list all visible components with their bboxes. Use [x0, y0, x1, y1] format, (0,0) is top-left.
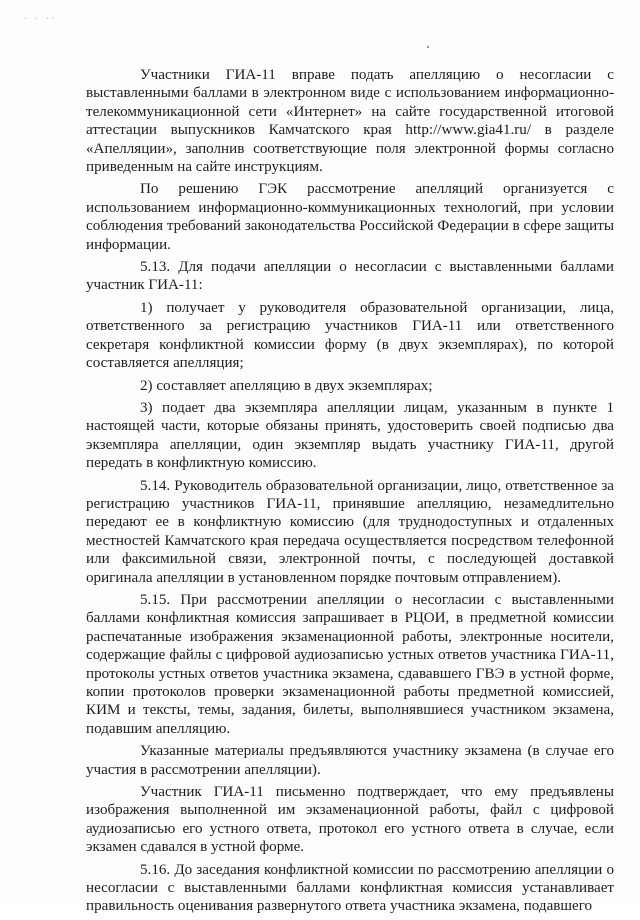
scan-artifact-marks: · · ·· [24, 14, 58, 23]
scan-artifact-dot [427, 46, 429, 48]
paragraph-gek-decision: По решению ГЭК рассмотрение апелляций организуется с использованием информационно-коммуникационных технологий, при условии соблюдения требований законодательства Российской Федерации в сфере защиты информации. [86, 181, 614, 253]
paragraph-participant-confirms: Участник ГИА-11 письменно подтверждает, что ему предъявлены изображения выполненной им экзаменационной работы, файл с цифровой аудиозаписью его устного ответа, протокол его устного ответа в случае, если экзамен сдавался в устной форме. [86, 784, 614, 856]
paragraph-materials-shown: Указанные материалы предъявляются участнику экзамена (в случае его участия в рассмотрении апелляции). [86, 743, 614, 778]
paragraph-online-appeal: Участники ГИА-11 вправе подать апелляцию о несогласии с выставленными баллами в электронном виде с использованием информационно-телекоммуникационной сети «Интернет» на сайте государственной итоговой аттестации выпускников Камчатского края http://www.gia41.ru/ в разделе «Апелляции», заполнив соответствующие поля электронной формы согласно приведенным на сайте инструкциям. [86, 67, 614, 176]
paragraph-5-15: 5.15. При рассмотрении апелляции о несогласии с выставленными баллами конфликтная комиссия запрашивает в РЦОИ, в предметной комиссии распечатанные изображения экзаменационной работы, электронные носители, содержащие файлы с цифровой аудиозаписью устных ответов участника ГИА-11, протоколы устных ответов участника экзамена, сдававшего ГВЭ в устной форме, копии протоколов проверки экзаменационной работы предметной комиссией, КИМ и тексты, темы, задания, билеты, выполнявшиеся участником экзамена, подавшим апелляцию. [86, 591, 614, 737]
paragraph-5-16: 5.16. До заседания конфликтной комиссии по рассмотрению апелляции о несогласии с выставленными баллами конфликтная комиссия устанавливает правильность оценивания развернутого ответа участника экзамена, подавшего [86, 861, 614, 915]
document-body [86, 66, 614, 920]
paragraph-5-13-item-1: 1) получает у руководителя образовательной организации, лица, ответственного за регистрацию участников ГИА-11 или ответственного секретаря конфликтной комиссии форму (в двух экземплярах), по которой составляется апелляция; [86, 299, 614, 372]
paragraph-5-14: 5.14. Руководитель образовательной организации, лицо, ответственное за регистрацию участников ГИА-11, принявшие апелляцию, незамедлительно передают ее в конфликтную комиссию (для труднодоступных и отдаленных местностей Камчатского края передача осуществляется посредством телефонной или факсимильной связи, электронной почты, с последующей доставкой оригинала апелляции в установленном порядке почтовым отправлением). [86, 477, 614, 586]
paragraph-5-13-item-3: 3) подает два экземпляра апелляции лицам, указанным в пункте 1 настоящей части, которые обязаны принять, удостоверить своей подписью два экземпляра апелляции, один экземпляр выдать участнику ГИА-11, другой передать в конфликтную комиссию. [86, 399, 614, 472]
paragraph-5-13-item-2: 2) составляет апелляцию в двух экземплярах; [140, 377, 433, 394]
paragraph-5-13: 5.13. Для подачи апелляции о несогласии с выставленными баллами участник ГИА-11: [86, 259, 614, 294]
